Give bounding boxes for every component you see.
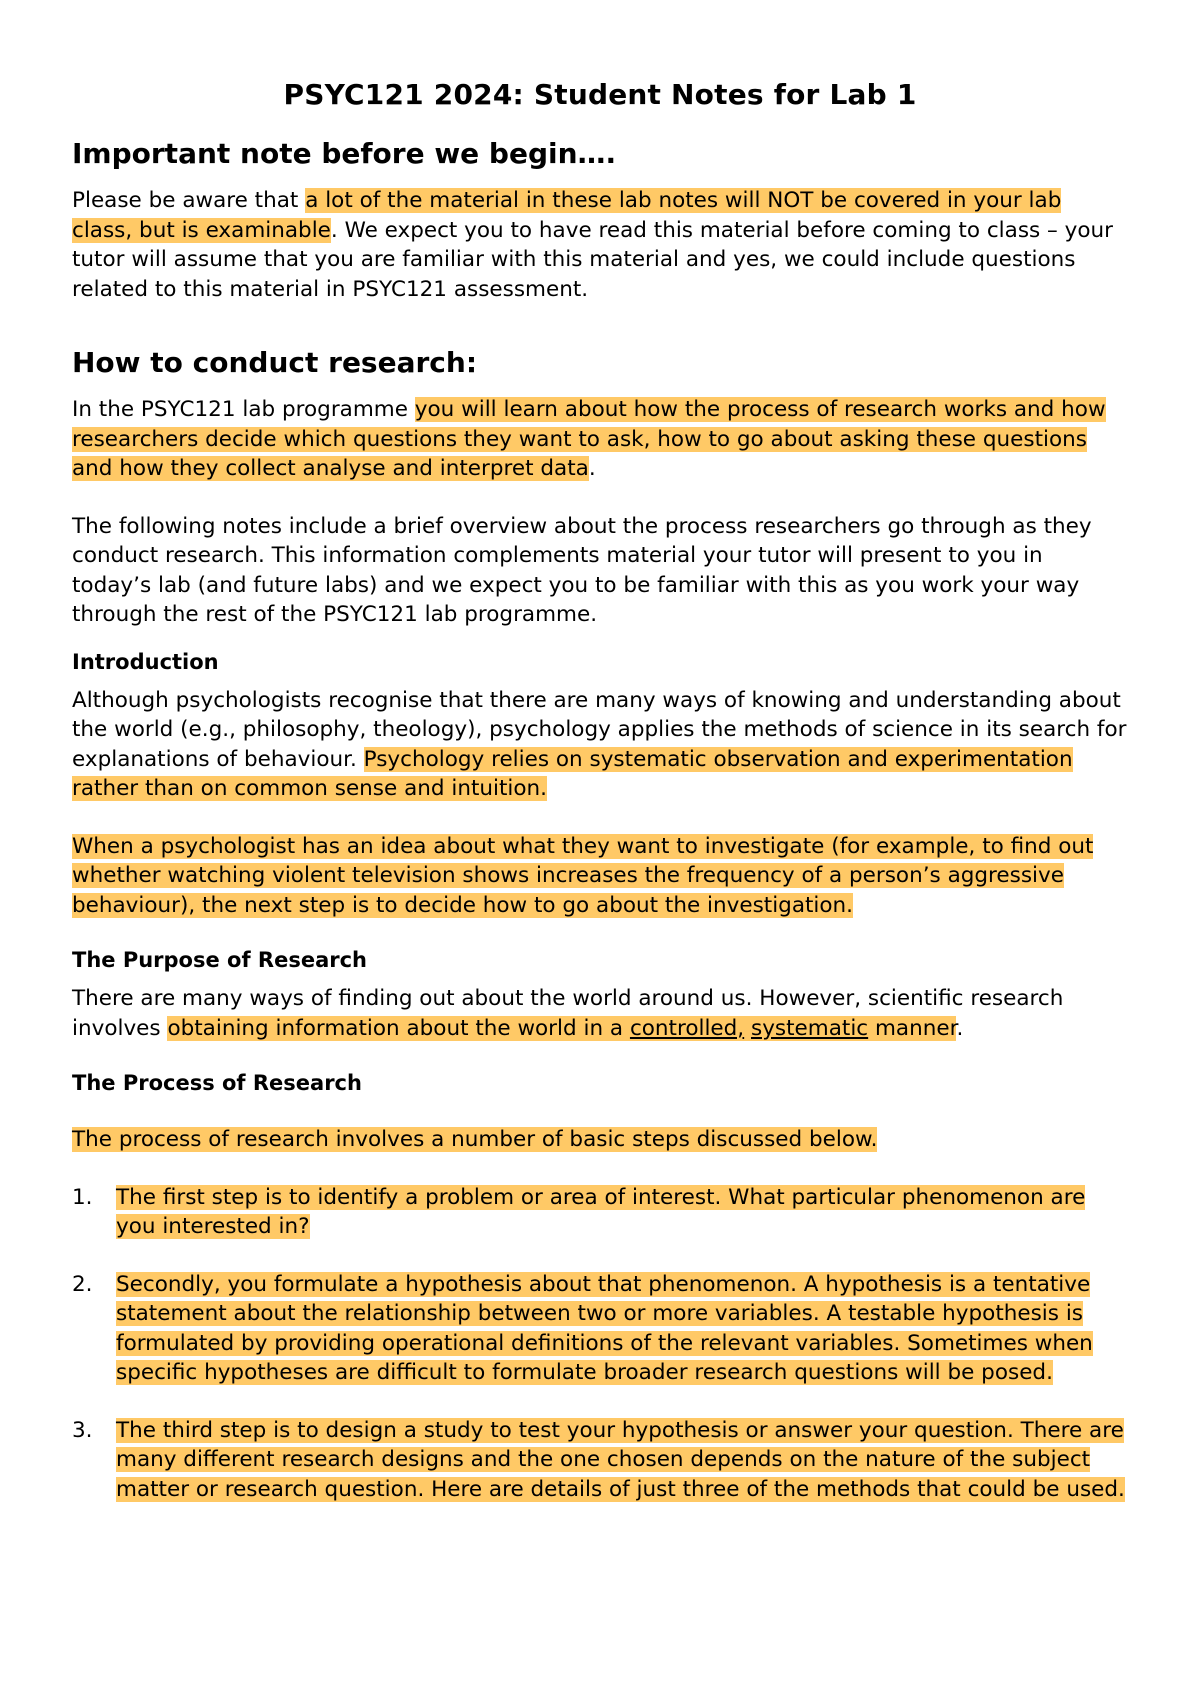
process-intro-highlight: The process of research involves a number of basic steps discussed below. (72, 1127, 878, 1152)
step-number: 2. (72, 1271, 93, 1297)
purpose-space (744, 1016, 751, 1041)
research-paragraph-2: The following notes include a brief overview about the process researchers go through as they conduct research. This information complements material your tutor will present to you in today’s lab (and future labs) and we expect you to be familiar with this as you work your way through the rest of the PSYC121 lab programme. (72, 513, 1092, 627)
intro-text: Although psychologists recognise that there are many ways of knowing and understanding about the world (e.g., philosophy, theology), psychology applies the methods of science in its search for explanations of behaviour. (72, 687, 1127, 772)
note-text: Please be aware that (72, 188, 306, 213)
purpose-highlight-text: obtaining information about the world in a (167, 1015, 630, 1041)
underline-controlled: controlled, (629, 1015, 745, 1041)
introduction-heading: Introduction (72, 649, 219, 674)
note-text-rest: . We expect you to have read this material before coming to class – your tutor will assume that you are familiar with this material and yes, we could include questions related to this material in PSYC121 assessment. (72, 217, 1113, 302)
list-item (72, 1270, 1128, 1388)
step-text: Secondly, you formulate a hypothesis about that phenomenon. A hypothesis is a tentative statement about the relationship between two or more variables. A testable hypothesis is formulated by providing operational definitions of the relevant variables. Sometimes when specific hypotheses are difficult to formulate broader research questions will be posed. (116, 1271, 1093, 1385)
purpose-highlight (167, 1016, 956, 1041)
introduction-paragraph-1 (72, 686, 1128, 804)
process-intro (72, 1125, 1128, 1155)
process-heading: The Process of Research (72, 1071, 362, 1095)
step-text: The third step is to design a study to test your hypothesis or answer your question. There are many different research designs and the one chosen depends on the nature of the subject matter or research question. Here are details of just three of the methods that could be used. (116, 1417, 1125, 1502)
underline-systematic: systematic (751, 1015, 869, 1041)
purpose-highlight-end: manner (868, 1015, 957, 1041)
intro-highlight: Psychology relies on systematic observation and experimentation rather than on common sense and intuition. (72, 746, 1073, 801)
introduction-paragraph-2 (72, 832, 1128, 921)
important-note-heading: Important note before we begin…. (72, 137, 617, 170)
list-item (72, 1183, 1128, 1242)
process-steps-list (72, 1183, 1128, 1505)
step-number: 1. (72, 1184, 93, 1210)
research-paragraph-1 (72, 395, 1128, 484)
list-item (72, 1416, 1128, 1505)
document-title: PSYC121 2024: Student Notes for Lab 1 (283, 78, 917, 111)
research-highlight: you will learn about how the process of research works and how researchers decide which questions they want to ask, how to go about asking these questions and how they collect analyse and interpret data (72, 397, 1106, 481)
purpose-text: There are many ways of finding out about the world around us. However, scientific research involves (72, 986, 1064, 1041)
important-note-paragraph (72, 186, 1128, 304)
research-text-end: . (588, 456, 596, 481)
research-text: In the PSYC121 lab programme (72, 397, 415, 422)
step-number: 3. (72, 1417, 93, 1443)
step-text: The first step is to identify a problem or area of interest. What particular phenomenon are you interested in? (116, 1184, 1086, 1239)
note-highlight: a lot of the material in these lab notes will NOT be covered in your lab class, but is examinable (72, 188, 1062, 243)
purpose-paragraph (72, 984, 1128, 1043)
purpose-period: . (956, 1015, 964, 1041)
purpose-heading: The Purpose of Research (72, 948, 367, 972)
intro-highlight-2: When a psychologist has an idea about what they want to investigate (for example, to find out whether watching violent television shows increases the frequency of a person’s aggressive behaviour), the next step is to decide how to go about the investigation. (72, 833, 1094, 918)
conduct-research-heading: How to conduct research: (72, 346, 478, 379)
